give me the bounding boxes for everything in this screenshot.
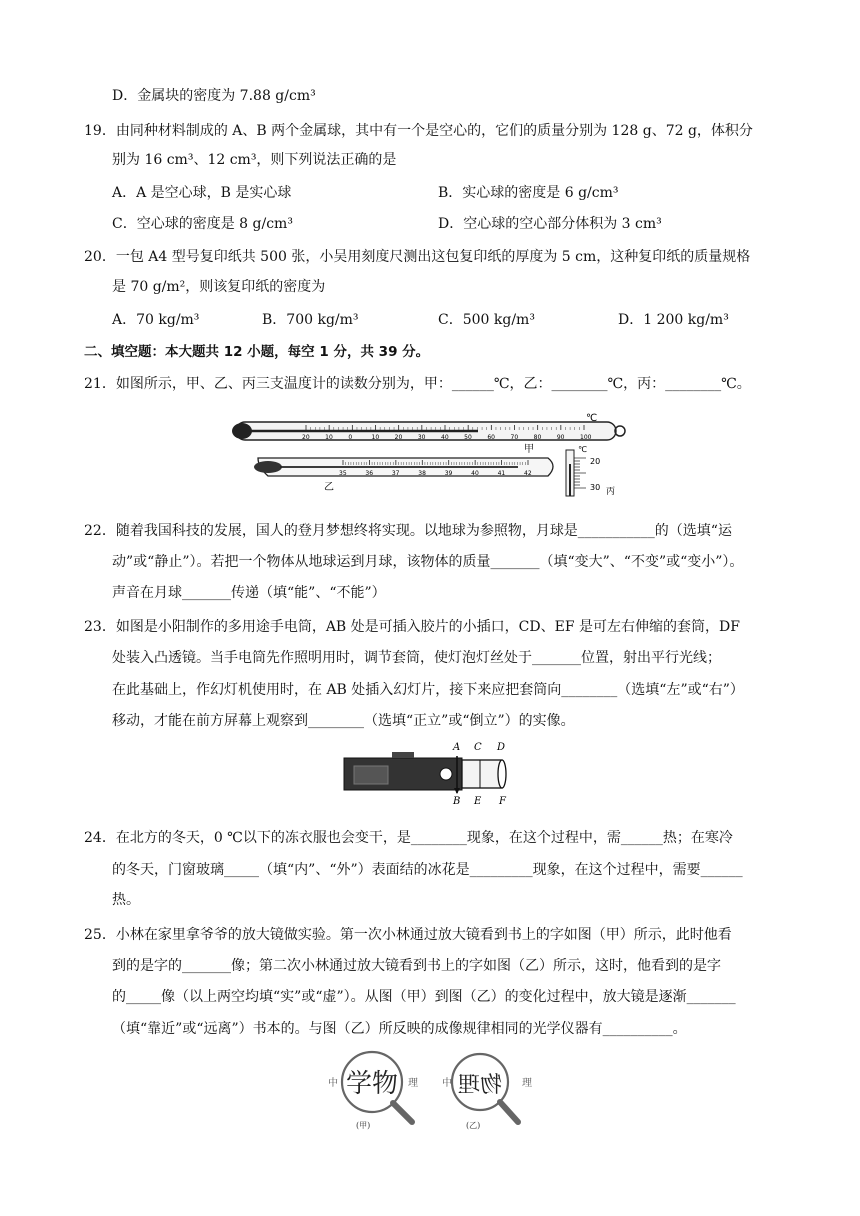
q19-option-a: A．A 是空心球，B 是实心球	[112, 185, 292, 201]
q23-stem-line2: 处装入凸透镜。当手电筒先作照明用时，调节套筒，使灯泡灯丝处于_______位置，射出平行光线；	[112, 650, 721, 666]
q22-stem-line1: 22．随着我国科技的发展，国人的登月梦想终将实现。以地球为参照物，月球是___________的（选填“运	[84, 523, 732, 539]
yi-tick-label: 37	[391, 470, 400, 477]
magnifier-jia	[328, 1052, 418, 1130]
thermometer-jia	[232, 413, 625, 455]
label-c: C	[474, 742, 482, 753]
jia-magnified-text: 学物	[346, 1069, 399, 1099]
bing-tick-20: 20	[590, 457, 601, 466]
yi-tick-label: 38	[418, 470, 426, 477]
q20-stem-line1: 20．一包 A4 型号复印纸共 500 张，小吴用刻度尺测出这包复印纸的厚度为 5 cm，这种复印纸的质量规格	[84, 249, 751, 265]
q20-stem-line2: 是 70 g/m²，则该复印纸的密度为	[112, 279, 326, 295]
yi-caption: (乙)	[466, 1121, 481, 1130]
q19-stem-line2: 别为 16 cm³、12 cm³，则下列说法正确的是	[112, 152, 397, 168]
q23-stem-line3: 在此基础上，作幻灯机使用时，在 AB 处插入幻灯片，接下来应把套筒向________（选填“左”或“右”）	[112, 682, 744, 698]
label-a: A	[453, 742, 461, 753]
q24-stem-line3: 热。	[112, 892, 140, 908]
convex-lens	[498, 760, 506, 788]
yi-tick-label: 40	[471, 470, 479, 477]
q21-stem: 21．如图所示，甲、乙、丙三支温度计的读数分别为，甲：______℃，乙：________℃，丙：________℃。	[84, 376, 751, 392]
jia-outer-char-right: 理	[408, 1078, 418, 1089]
yi-outer-char-right: 理	[522, 1078, 532, 1089]
q19-stem-line1: 19．由同种材料制成的 A、B 两个金属球，其中有一个是空心的，它们的质量分别为 128 g、72 g，体积分	[84, 123, 753, 139]
thermometers-figure	[228, 406, 628, 498]
jia-tick-label: 80	[533, 434, 542, 441]
bing-label: 丙	[606, 487, 616, 497]
thermometer-yi	[254, 458, 553, 493]
yi-label: 乙	[324, 482, 334, 493]
q24-stem-line2: 的冬天，门窗玻璃_____（填“内”、“外”）表面结的冰花是_________现象，在这个过程中，需要______	[112, 862, 743, 878]
thermometer-bing	[566, 445, 615, 497]
bing-tick-30: 30	[590, 483, 601, 492]
jia-tick-label: 10	[371, 434, 380, 441]
yi-tick-label: 35	[339, 470, 347, 477]
q20-option-d: D．1 200 kg/m³	[618, 312, 729, 328]
q23-stem-line4: 移动，才能在前方屏幕上观察到________（选填“正立”或“倒立”）的实像。	[112, 713, 575, 729]
q20-option-b: B．700 kg/m³	[262, 312, 359, 328]
label-d: D	[497, 742, 506, 753]
jia-tick-label: 90	[556, 434, 565, 441]
q23-stem-line1: 23．如图是小阳制作的多用途手电筒，AB 处是可插入胶片的小插口，CD、EF 是可左右伸缩的套筒，DF	[84, 619, 740, 635]
q20-option-a: A．70 kg/m³	[112, 312, 200, 328]
jia-handle	[393, 1103, 412, 1122]
q25-stem-line4: （填“靠近”或“远离”）书本的。与图（乙）所反映的成像规律相同的光学仪器有__________。	[112, 1021, 687, 1037]
q22-stem-line3: 声音在月球_______传递（填“能”、“不能”）	[112, 585, 386, 601]
yi-tick-label: 41	[497, 470, 506, 477]
jia-tick-label: 10	[325, 434, 333, 441]
bing-scale-ticks	[574, 458, 586, 488]
jia-tick-label: 70	[510, 434, 519, 441]
bing-unit-label: ℃	[578, 445, 587, 454]
q25-stem-line2: 到的是字的_______像；第二次小林通过放大镜看到书上的字如图（乙）所示，这时，他看到的是字	[112, 958, 721, 974]
q19-option-d: D．空心球的空心部分体积为 3 cm³	[438, 216, 662, 232]
q24-stem-line1: 24．在北方的冬天，0 ℃以下的冻衣服也会变干，是________现象，在这个过程中，需______热；在寒冷	[84, 830, 733, 846]
magnifier-yi	[442, 1054, 532, 1130]
prev-option-d: D．金属块的密度为 7.88 g/cm³	[112, 88, 316, 104]
yi-outer-char-left: 中	[442, 1078, 452, 1089]
label-f: F	[499, 796, 506, 806]
jia-tick-label: 40	[441, 434, 449, 441]
magnifier-figure	[326, 1050, 546, 1130]
jia-tick-label: 20	[394, 434, 403, 441]
jia-outer-char-left: 中	[328, 1078, 338, 1089]
jia-tick-label: 100	[580, 434, 592, 441]
q19-option-b: B．实心球的密度是 6 g/cm³	[438, 185, 619, 201]
jia-tick-label: 30	[417, 434, 426, 441]
jia-caption: (甲)	[356, 1121, 371, 1130]
section-heading: 二、填空题：本大题共 12 小题，每空 1 分，共 39 分。	[84, 344, 430, 360]
yi-inverted-text: 物理	[457, 1073, 502, 1098]
jia-tick-label: 60	[487, 434, 495, 441]
label-b: B	[453, 796, 461, 806]
jia-tick-label: 20	[302, 434, 310, 441]
yi-tick-label: 39	[444, 470, 453, 477]
yi-tick-label: 36	[365, 470, 374, 477]
yi-tick-label: 42	[524, 470, 532, 477]
q19-option-c: C．空心球的密度是 8 g/cm³	[112, 216, 293, 232]
q22-stem-line2: 动”或“静止”）。若把一个物体从地球运到月球，该物体的质量_______（填“变大”、“不变”或“变小”）。	[112, 554, 744, 570]
jia-tick-label: 0	[348, 434, 353, 441]
q25-stem-line3: 的_____像（以上两空均填“实”或“虚”）。从图（甲）到图（乙）的变化过程中，放大镜是逐渐_______	[112, 989, 736, 1005]
yi-handle	[500, 1102, 518, 1122]
q25-stem-line1: 25．小林在家里拿爷爷的放大镜做实验。第一次小林通过放大镜看到书上的字如图（甲）所示，此时他看	[84, 927, 732, 943]
label-e: E	[474, 796, 482, 806]
flashlight-switch	[392, 752, 414, 758]
jia-label: 甲	[524, 444, 534, 455]
q20-option-c: C．500 kg/m³	[438, 312, 535, 328]
flashlight-figure	[340, 738, 530, 806]
jia-unit-label: ℃	[586, 413, 598, 424]
sleeve	[462, 760, 502, 788]
jia-tick-label: 50	[464, 434, 472, 441]
